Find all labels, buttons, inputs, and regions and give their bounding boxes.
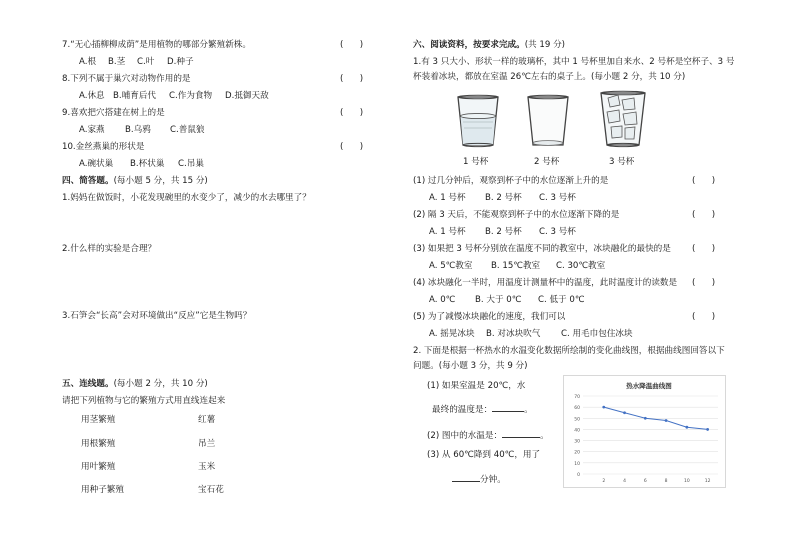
option: C. 用毛巾包住冰块 [561,329,633,339]
data-point [685,426,688,429]
cup-3-ice-icon [598,90,648,148]
intro-line: 1.有 3 只大小、形状一样的玻璃杯，其中 1 号杯里加自来水、2 号杯是空杯子、3 号 [413,57,735,67]
option: C. 30℃教室 [556,261,606,271]
method-item[interactable]: 用种子繁殖 [81,485,124,495]
plant-item[interactable]: 红薯 [198,415,216,425]
answer-paren[interactable]: ( ) [692,278,716,288]
option: D.抵御天敌 [225,91,269,101]
section-title: 五、连线题。 [62,379,114,389]
section-note: (共 19 分) [524,40,566,50]
y-tick-label: 30 [574,439,580,445]
punct: 。 [524,405,533,415]
plant-item[interactable]: 宝石花 [198,485,224,495]
answer-paren[interactable]: ( ) [692,244,716,254]
option: B.乌鸦 [125,125,151,135]
option: A. 0℃ [429,295,456,305]
question-9-text: 9.喜欢把穴搭建在树上的是 [62,108,165,118]
punct: 。 [540,431,549,441]
cup-label: 2 号杯 [534,157,560,167]
answer-blank[interactable] [492,402,524,412]
x-tick-label: 12 [704,479,711,484]
option: C.普鼠狼 [170,125,205,135]
chart-question-1: (1) 如果室温是 20℃，水 [427,381,526,391]
question-10-text: 10.金丝燕巢的形状是 [62,142,145,152]
y-tick-label: 10 [574,461,580,467]
chart-question-2: (2) 图中的水温是： [427,431,503,441]
answer-paren[interactable]: ( ) [692,312,716,322]
answer-paren[interactable]: ( ) [340,142,364,152]
option: A.碗状巢 [79,159,114,169]
cup-1-water-icon [455,94,501,148]
chart-title: 热水降温曲线图 [626,382,672,390]
cup-label: 3 号杯 [609,157,635,167]
chart-question-3: (3) 从 60℃降到 40℃，用了 [427,450,541,460]
section-note: (每小题 5 分，共 15 分) [113,176,208,186]
option: B.杯状巢 [130,159,165,169]
data-point [706,428,709,431]
method-item[interactable]: 用茎繁殖 [81,415,116,425]
y-tick-label: 70 [574,395,580,400]
x-tick-label: 6 [643,479,647,484]
sub-question-text: (3) 如果把 3 号杯分别放在温度不同的教室中，冰块融化的最快的是 [413,244,671,254]
option: B. 15℃教室 [491,261,541,271]
y-tick-label: 50 [574,417,580,423]
answer-paren[interactable]: ( ) [692,210,716,220]
answer-paren[interactable]: ( ) [340,108,364,118]
option: B. 大于 0℃ [475,295,522,305]
section-title: 六、阅读资料，按要求完成。 [413,40,525,50]
option: A. 1 号杯 [429,227,466,237]
option: A. 1 号杯 [429,193,466,203]
option: B. 2 号杯 [485,227,522,237]
sub-question-text: (4) 冰块融化一半时，用温度计测量杯中的温度，此时温度计的读数是 [413,278,678,288]
section-note: (每小题 2 分，共 10 分) [113,379,208,389]
short-answer-question: 2.什么样的实验是合理？ [62,244,157,254]
question-2-text: 问题。(每小题 3 分，共 9 分) [413,361,528,371]
option: A.休息 [79,91,105,101]
cup-label: 1 号杯 [463,157,489,167]
y-tick-label: 0 [577,473,580,478]
y-tick-label: 40 [574,428,580,434]
sub-question-text: (2) 隔 3 天后，不能观察到杯子中的水位逐渐下降的是 [413,210,620,220]
short-answer-question: 3.石笋会“长高”会对环境做出“反应”它是生物吗？ [62,311,252,321]
question-8-text: 8.下列不属于巢穴对动物作用的是 [62,74,191,84]
option: B.哺育后代 [113,91,157,101]
y-tick-label: 60 [574,406,580,412]
cooling-curve-chart [563,375,726,488]
matching-instruction: 请把下列植物与它的繁殖方式用直线连起来 [62,396,226,406]
short-answer-question: 1.妈妈在做饭时，小花发现碗里的水变少了，减少的水去哪里了？ [62,193,311,203]
section-title: 四、简答题。 [62,176,114,186]
option: C. 低于 0℃ [538,295,585,305]
option: C. 3 号杯 [539,227,576,237]
intro-line: 杯装着冰块，都放在室温 26℃左右的桌子上。(每小题 2 分，共 10 分) [413,72,686,82]
option: C.叶 [137,57,155,67]
answer-paren[interactable]: ( ) [692,176,716,186]
option: B. 对冰块吹气 [486,329,541,339]
chart-question-3-b: 分钟。 [480,475,506,485]
option: A. 摇晃冰块 [429,329,475,339]
plant-item[interactable]: 玉米 [198,462,216,472]
method-item[interactable]: 用叶繁殖 [81,462,116,472]
option: A. 5℃教室 [429,261,473,271]
option: B. 2 号杯 [485,193,522,203]
option: C.吊巢 [178,159,204,169]
method-item[interactable]: 用根繁殖 [81,439,116,449]
question-2-text: 2. 下面是根据一杯热水的水温变化数据所绘制的变化曲线图，根据曲线图回答以下 [413,346,725,356]
answer-blank[interactable] [452,472,480,482]
x-tick-label: 4 [623,479,626,484]
option: A.根 [79,57,97,67]
chart-svg [564,376,725,487]
answer-paren[interactable]: ( ) [340,40,364,50]
x-tick-label: 2 [602,479,606,484]
chart-question-1-b: 最终的温度是： [432,405,493,415]
x-tick-label: 10 [683,479,690,484]
x-tick-label: 8 [664,479,668,484]
option: C.作为食物 [169,91,213,101]
y-tick-label: 20 [574,450,580,456]
data-point [644,417,647,420]
option: B.茎 [108,57,126,67]
cup-2-empty-icon [525,94,571,148]
option: C. 3 号杯 [539,193,576,203]
option: A.家燕 [79,125,105,135]
data-point [623,411,626,414]
answer-paren[interactable]: ( ) [340,74,364,84]
sub-question-text: (1) 过几分钟后，观察到杯子中的水位逐渐上升的是 [413,176,609,186]
answer-blank[interactable] [502,428,540,438]
question-7-text: 7.“无心插柳柳成荫”是用植物的哪部分繁殖新株。 [62,40,251,50]
plant-item[interactable]: 吊兰 [198,439,216,449]
data-point [665,419,668,422]
data-point [602,406,605,409]
sub-question-text: (5) 为了减慢冰块融化的速度，我们可以 [413,312,566,322]
option: D.种子 [167,57,194,67]
